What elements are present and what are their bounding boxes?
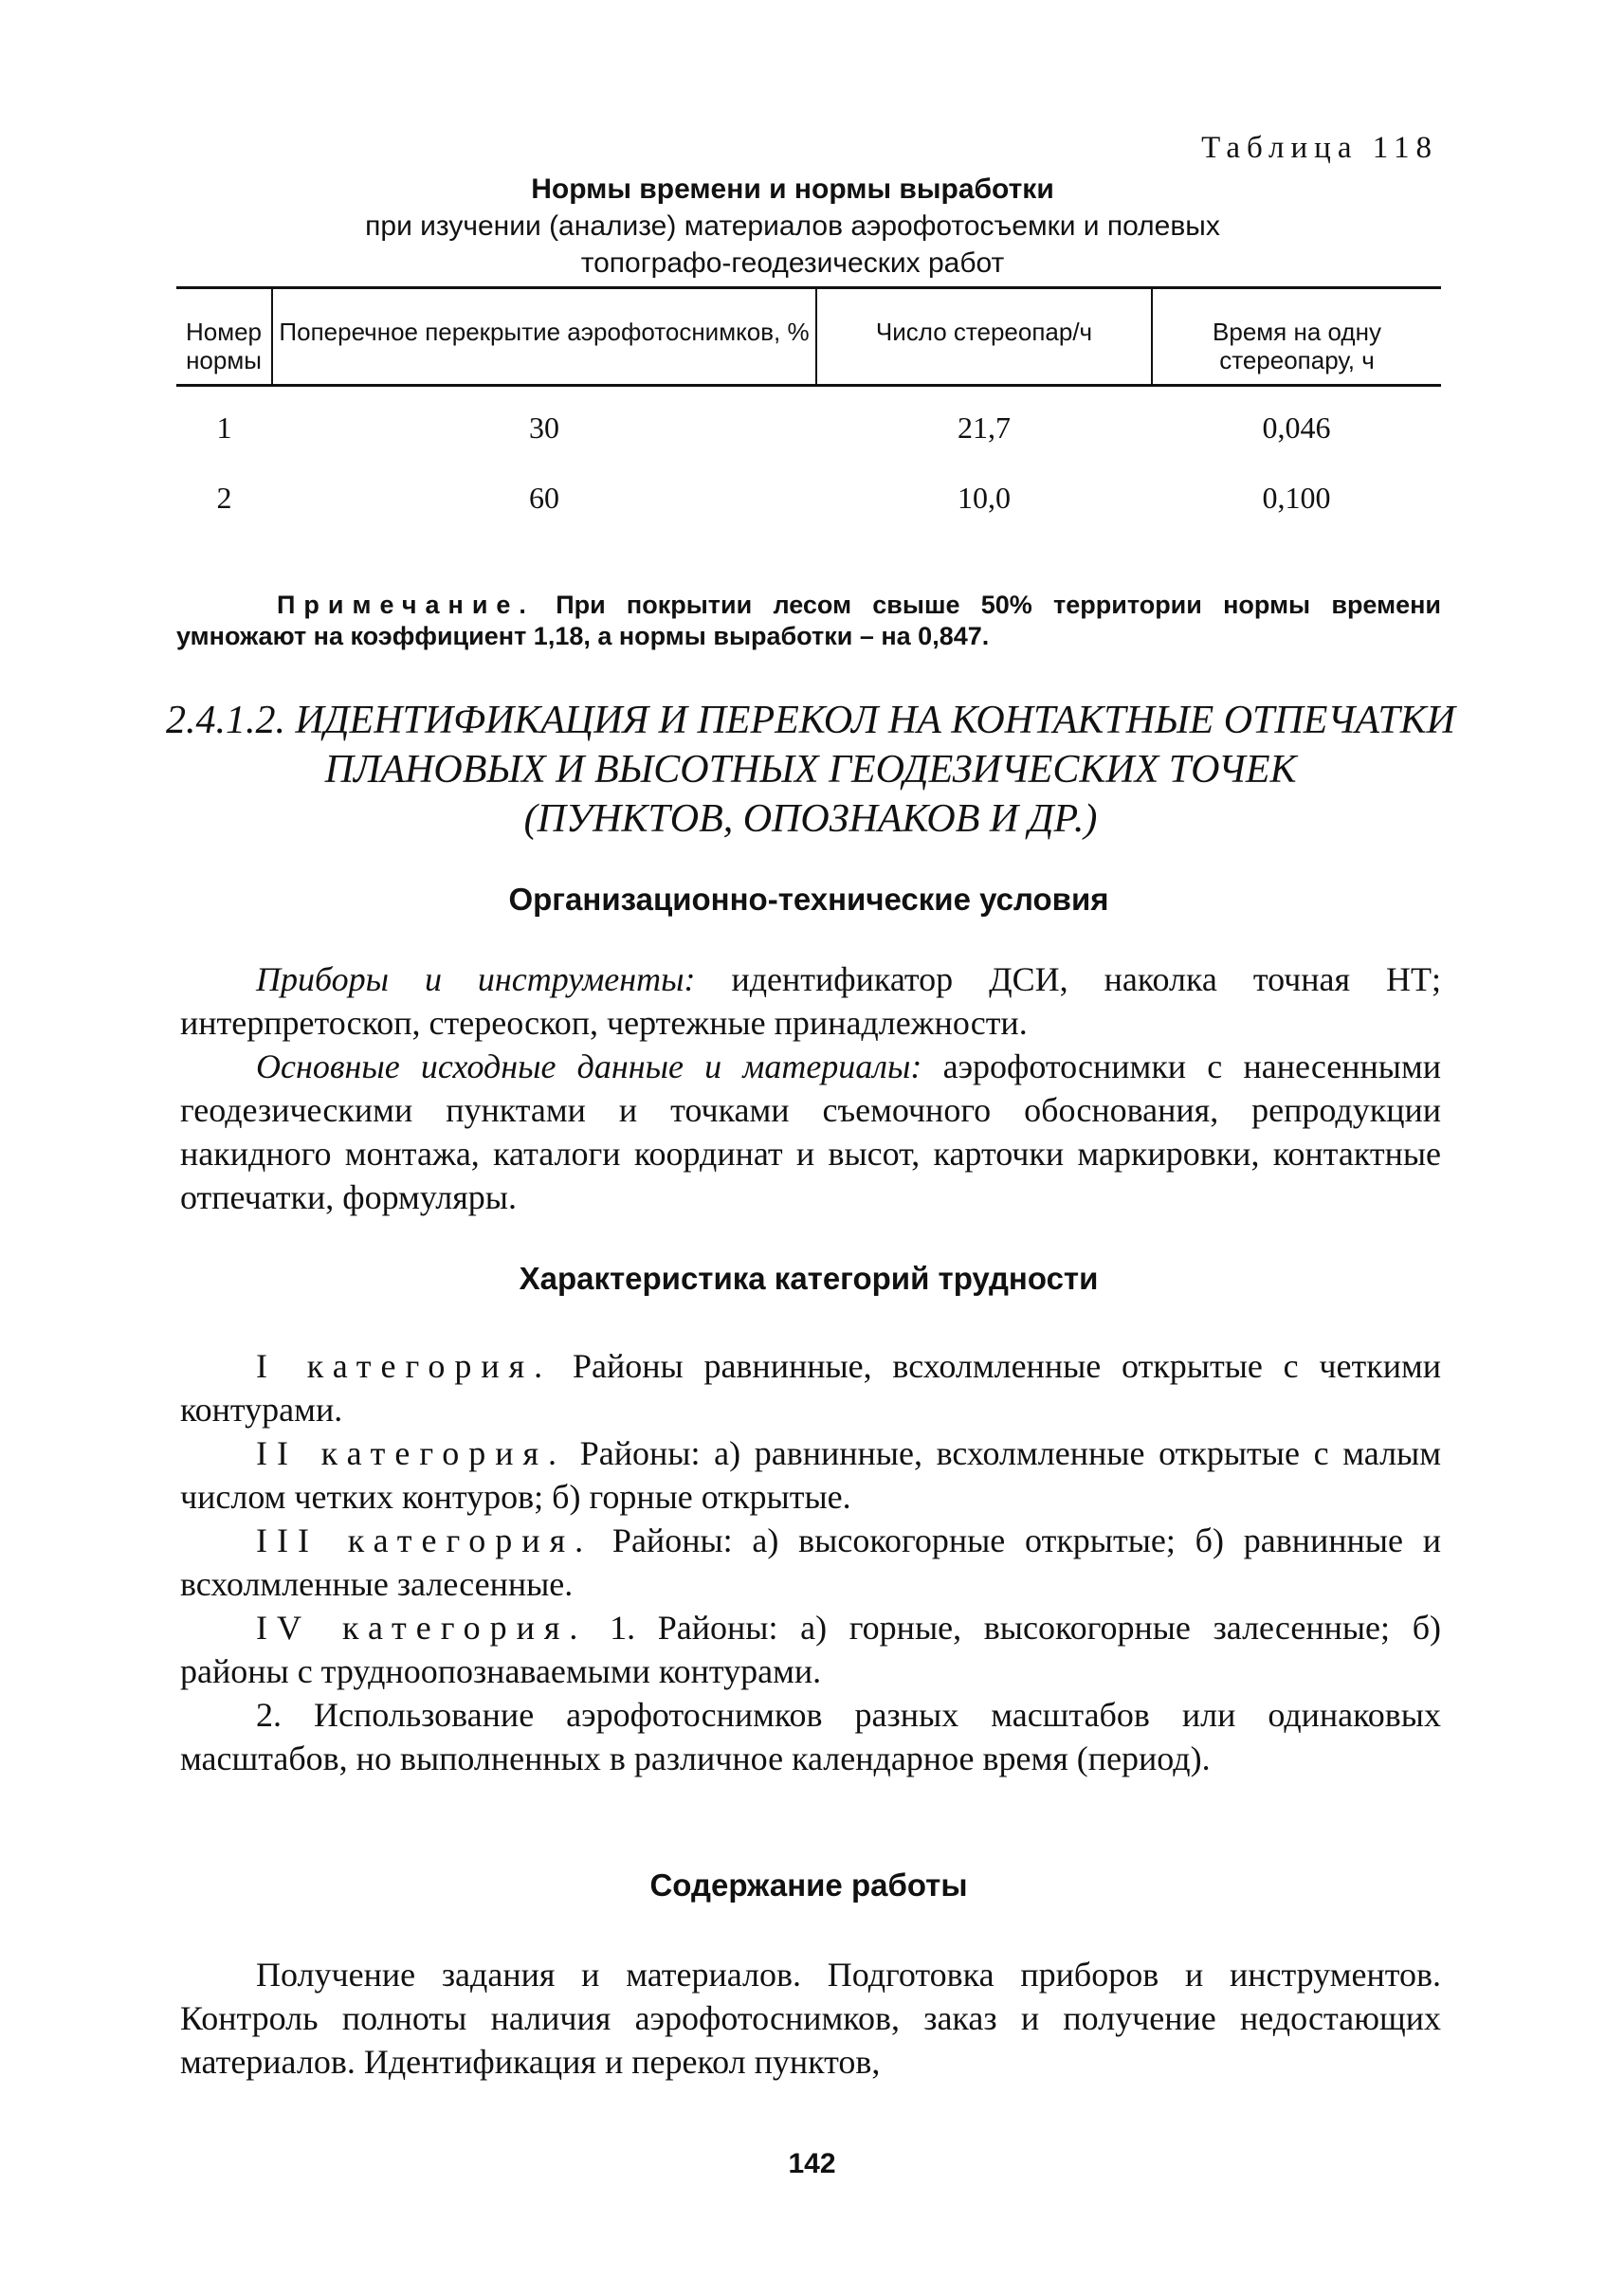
norms-table [176, 286, 1441, 533]
category-3-text: Районы: а) высокогорные открытые; б) равнинные и всхолмленные залесенные. [180, 1521, 1441, 1603]
materials-text: аэрофотоснимки с нанесенными геодезическими пунктами и точками съемочного обоснования, репродукции накидного монтажа, каталоги координат и высот, карточки маркировки, контактные отпечатки, формуляры. [180, 1047, 1442, 1216]
materials-label: Основные исходные данные и материалы: [256, 1047, 922, 1085]
cell-norm-number: 2 [216, 480, 232, 515]
category-2-text: Районы: а) равнинные, всхолмленные открытые с малым числом четких контуров; б) горные открытые. [180, 1434, 1442, 1516]
table-row [176, 463, 1441, 533]
cell-time: 0,046 [1262, 410, 1331, 445]
category-2-label: II категория. [256, 1434, 567, 1472]
header-overlap: Поперечное перекрытие аэрофотоснимков, % [272, 288, 816, 386]
note-label: Примечание. [277, 591, 535, 619]
category-3-paragraph [180, 1519, 1441, 1606]
header-time-per-pair: Время на одну стереопару, ч [1152, 288, 1441, 386]
instruments-label: Приборы и инструменты: [256, 960, 696, 998]
category-1-label: I категория. [256, 1347, 553, 1385]
section-title-line-3: (ПУНКТОВ, ОПОЗНАКОВ И ДР.) [523, 797, 1098, 841]
table-title-line-2: при изучении (анализе) материалов аэрофотосъемки и полевых [365, 210, 1220, 242]
category-4-text: 1. Районы: а) горные, высокогорные залесенные; б) районы с трудноопознаваемыми контурами. [180, 1609, 1442, 1690]
cell-stereopairs: 10,0 [958, 480, 1011, 515]
cell-stereopairs: 21,7 [958, 410, 1011, 445]
page-number: 142 [788, 2148, 836, 2179]
section-title [161, 696, 1460, 844]
materials-paragraph [180, 1045, 1441, 1219]
cell-time: 0,100 [1262, 480, 1331, 515]
category-4-item-2: 2. Использование аэрофотоснимков разных масштабов или одинаковых масштабов, но выполненных в различное календарное время (период). [180, 1696, 1441, 1777]
category-1-paragraph [180, 1344, 1441, 1431]
work-content-paragraph: Получение задания и материалов. Подготовка приборов и инструментов. Контроль полноты наличия аэрофотоснимков, заказ и получение недостающих материалов. Идентификация и перекол пунктов, [180, 1956, 1441, 2081]
work-content-heading: Содержание работы [649, 1867, 968, 1903]
table-row [176, 386, 1441, 464]
cell-norm-number: 1 [216, 410, 232, 445]
instruments-text: идентификатор ДСИ, наколка точная НТ; интерпретоскоп, стереоскоп, чертежные принадлежности. [180, 960, 1442, 1042]
section-title-line-1: 2.4.1.2. ИДЕНТИФИКАЦИЯ И ПЕРЕКОЛ НА КОНТАКТНЫЕ ОТПЕЧАТКИ [166, 699, 1455, 742]
norms-table-wrapper [176, 286, 1441, 533]
table-header-row [176, 288, 1441, 386]
cell-overlap: 30 [529, 410, 559, 445]
category-3-label: III категория. [256, 1521, 593, 1559]
note-text: При покрытии лесом свыше 50% территории нормы времени умножают на коэффициент 1,18, а нормы выработки – на 0,847. [176, 591, 1441, 650]
org-conditions-heading: Организационно-технические условия [508, 882, 1109, 917]
cell-overlap: 60 [529, 480, 559, 515]
header-norm-number: Номер нормы [176, 288, 272, 386]
categories-heading: Характеристика категорий трудности [519, 1261, 1099, 1296]
table-note [176, 590, 1441, 652]
table-title-line-3: топографо-геодезических работ [580, 247, 1005, 279]
table-caption: Таблица 118 [1201, 131, 1438, 165]
category-2-paragraph [180, 1431, 1441, 1519]
table-title [281, 171, 1305, 282]
category-4-paragraph [180, 1606, 1441, 1693]
instruments-paragraph [180, 957, 1441, 1045]
header-stereopairs: Число стереопар/ч [816, 288, 1152, 386]
table-title-line-1: Нормы времени и нормы выработки [531, 173, 1054, 205]
category-1-text: Районы равнинные, всхолмленные открытые с четкими контурами. [180, 1347, 1442, 1429]
section-title-line-2: ПЛАНОВЫХ И ВЫСОТНЫХ ГЕОДЕЗИЧЕСКИХ ТОЧЕК [324, 748, 1297, 792]
category-4-label: IV категория. [256, 1609, 588, 1647]
